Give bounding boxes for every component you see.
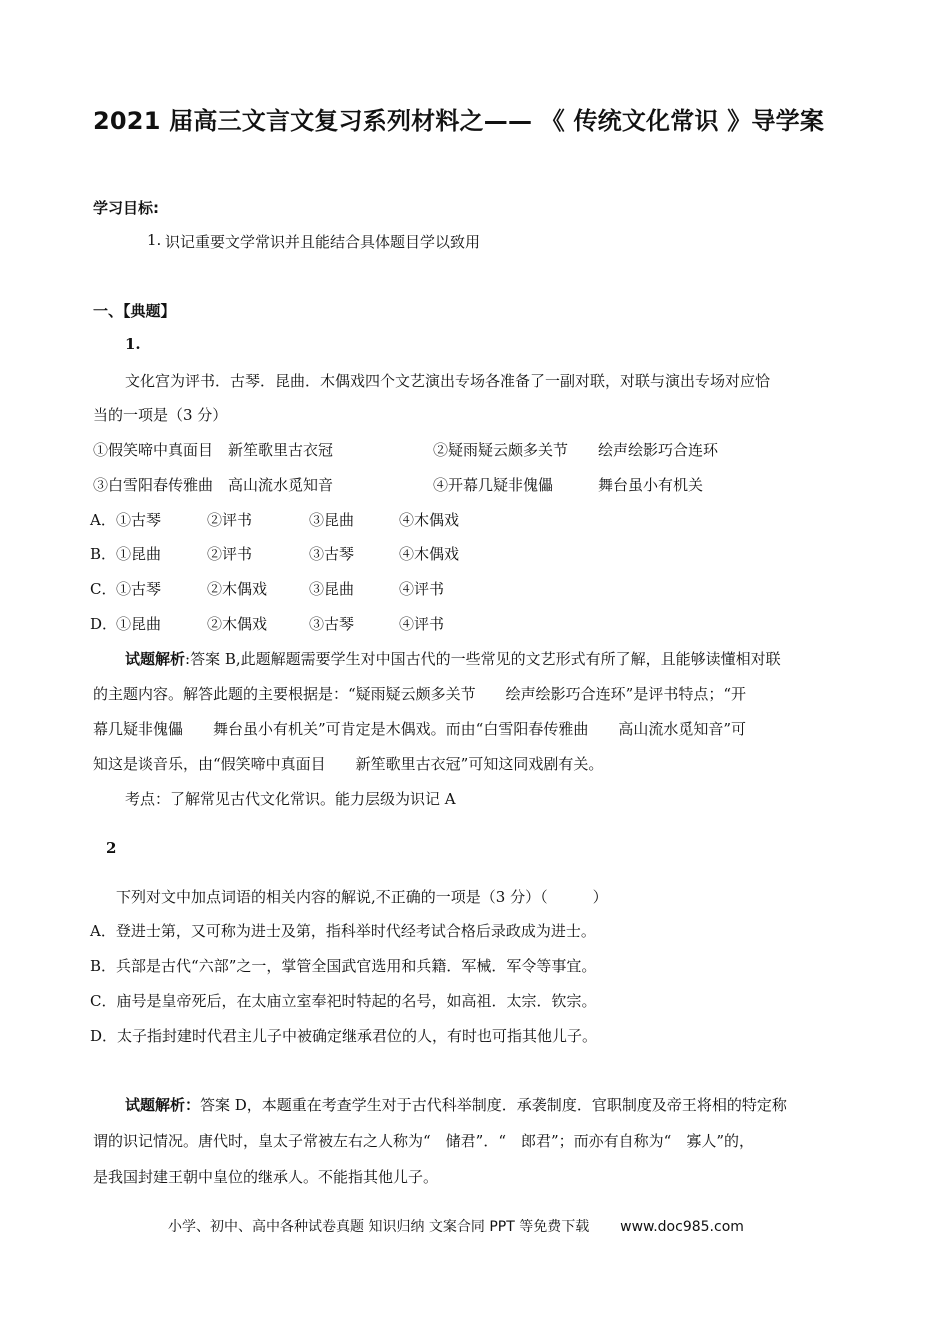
footer-link[interactable]: www.doc985.com <box>620 1219 744 1235</box>
footer-text: 小学、初中、高中各种试卷真题 知识归纳 文案合同 PPT 等免费下载 <box>168 1219 590 1235</box>
question-2-option: C．庙号是皇帝死后，在太庙立室奉祀时特起的名号，如高祖．太宗．钦宗。 <box>90 992 597 1010</box>
question-2-number: 2 <box>106 839 117 857</box>
couplet-right: ②疑雨疑云颇多关节 绘声绘影巧合连环 <box>433 441 719 459</box>
question-1-stem: 文化宫为评书．古琴．昆曲．木偶戏四个文艺演出专场各准备了一副对联，对联与演出专场对应恰 <box>125 372 771 390</box>
option-choice: ②木偶戏 <box>207 615 268 633</box>
question-1-stem: 当的一项是（3 分） <box>93 406 228 424</box>
kaodian-text: 考点：了解常见古代文化常识。能力层级为识记 A <box>125 790 456 808</box>
analysis-text: 是我国封建王朝中皇位的继承人。不能指其他儿子。 <box>93 1168 439 1186</box>
couplet-left: ①假笑啼中真面目 新笙歌里古衣冠 <box>93 441 334 459</box>
option-choice: ④评书 <box>399 615 445 633</box>
option-choice: ④木偶戏 <box>399 511 460 529</box>
analysis-label: 试题解析 <box>125 650 186 668</box>
section-heading: 一、【典题】 <box>93 302 176 320</box>
option-choice: ①古琴 <box>116 580 162 598</box>
option-choice: ③古琴 <box>309 615 355 633</box>
option-choice: ②木偶戏 <box>207 580 268 598</box>
question-2-option: B．兵部是古代“六部”之一，掌管全国武官选用和兵籍．军械．军令等事宜。 <box>90 957 597 975</box>
option-letter: B． <box>90 545 117 563</box>
question-2-option: D．太子指封建时代君主儿子中被确定继承君位的人，有时也可指其他儿子。 <box>90 1027 598 1045</box>
option-choice: ②评书 <box>207 545 253 563</box>
page-title: 2021 届高三文言文复习系列材料之—— 《 传统文化常识 》导学案 <box>93 107 825 135</box>
option-letter: D． <box>90 615 118 633</box>
option-choice: ①昆曲 <box>116 615 162 633</box>
question-1-number: 1. <box>125 335 141 353</box>
option-choice: ①昆曲 <box>116 545 162 563</box>
footer <box>168 1216 744 1236</box>
option-letter: A． <box>90 511 116 529</box>
objective-text: 识记重要文学常识并且能结合具体题目学以致用 <box>165 233 481 251</box>
couplet-right: ④开幕几疑非傀儡 舞台虽小有机关 <box>433 476 704 494</box>
analysis-label: 试题解析： <box>125 1096 201 1114</box>
option-choice: ①古琴 <box>116 511 162 529</box>
option-choice: ③昆曲 <box>309 511 355 529</box>
option-choice: ③昆曲 <box>309 580 355 598</box>
option-choice: ④评书 <box>399 580 445 598</box>
analysis-text: 幕几疑非傀儡 舞台虽小有机关”可肯定是木偶戏。而由“白雪阳春传雅曲 高山流水觅知音”可 <box>93 720 747 738</box>
analysis-paragraph <box>125 648 781 669</box>
couplet-left: ③白雪阳春传雅曲 高山流水觅知音 <box>93 476 334 494</box>
analysis-paragraph <box>125 1094 787 1115</box>
analysis-text: 知这是谈音乐，由“假笑啼中真面目 新笙歌里古衣冠”可知这同戏剧有关。 <box>93 755 604 773</box>
option-choice: ②评书 <box>207 511 253 529</box>
analysis-text: :答案 B,此题解题需要学生对中国古代的一些常见的文艺形式有所了解，且能够读懂相对联 <box>185 650 781 668</box>
analysis-text: 谓的识记情况。唐代时，皇太子常被左右之人称为“ 储君”．“ 郎君”；而亦有自称为“ 寡人”的， <box>93 1132 755 1150</box>
analysis-text: 的主题内容。解答此题的主要根据是：“疑雨疑云颇多关节 绘声绘影巧合连环”是评书特点；“开 <box>93 685 747 703</box>
option-choice: ③古琴 <box>309 545 355 563</box>
objectives-heading: 学习目标: <box>93 199 159 217</box>
question-2-option: A．登进士第，又可称为进士及第，指科举时代经考试合格后录政成为进士。 <box>90 922 596 940</box>
objective-number: 1. <box>147 231 162 249</box>
option-choice: ④木偶戏 <box>399 545 460 563</box>
option-letter: C． <box>90 580 117 598</box>
analysis-text: 答案 D，本题重在考查学生对于古代科举制度．承袭制度．官职制度及帝王将相的特定称 <box>200 1096 787 1114</box>
question-2-stem: 下列对文中加点词语的相关内容的解说,不正确的一项是（3 分）（ ） <box>116 888 608 906</box>
